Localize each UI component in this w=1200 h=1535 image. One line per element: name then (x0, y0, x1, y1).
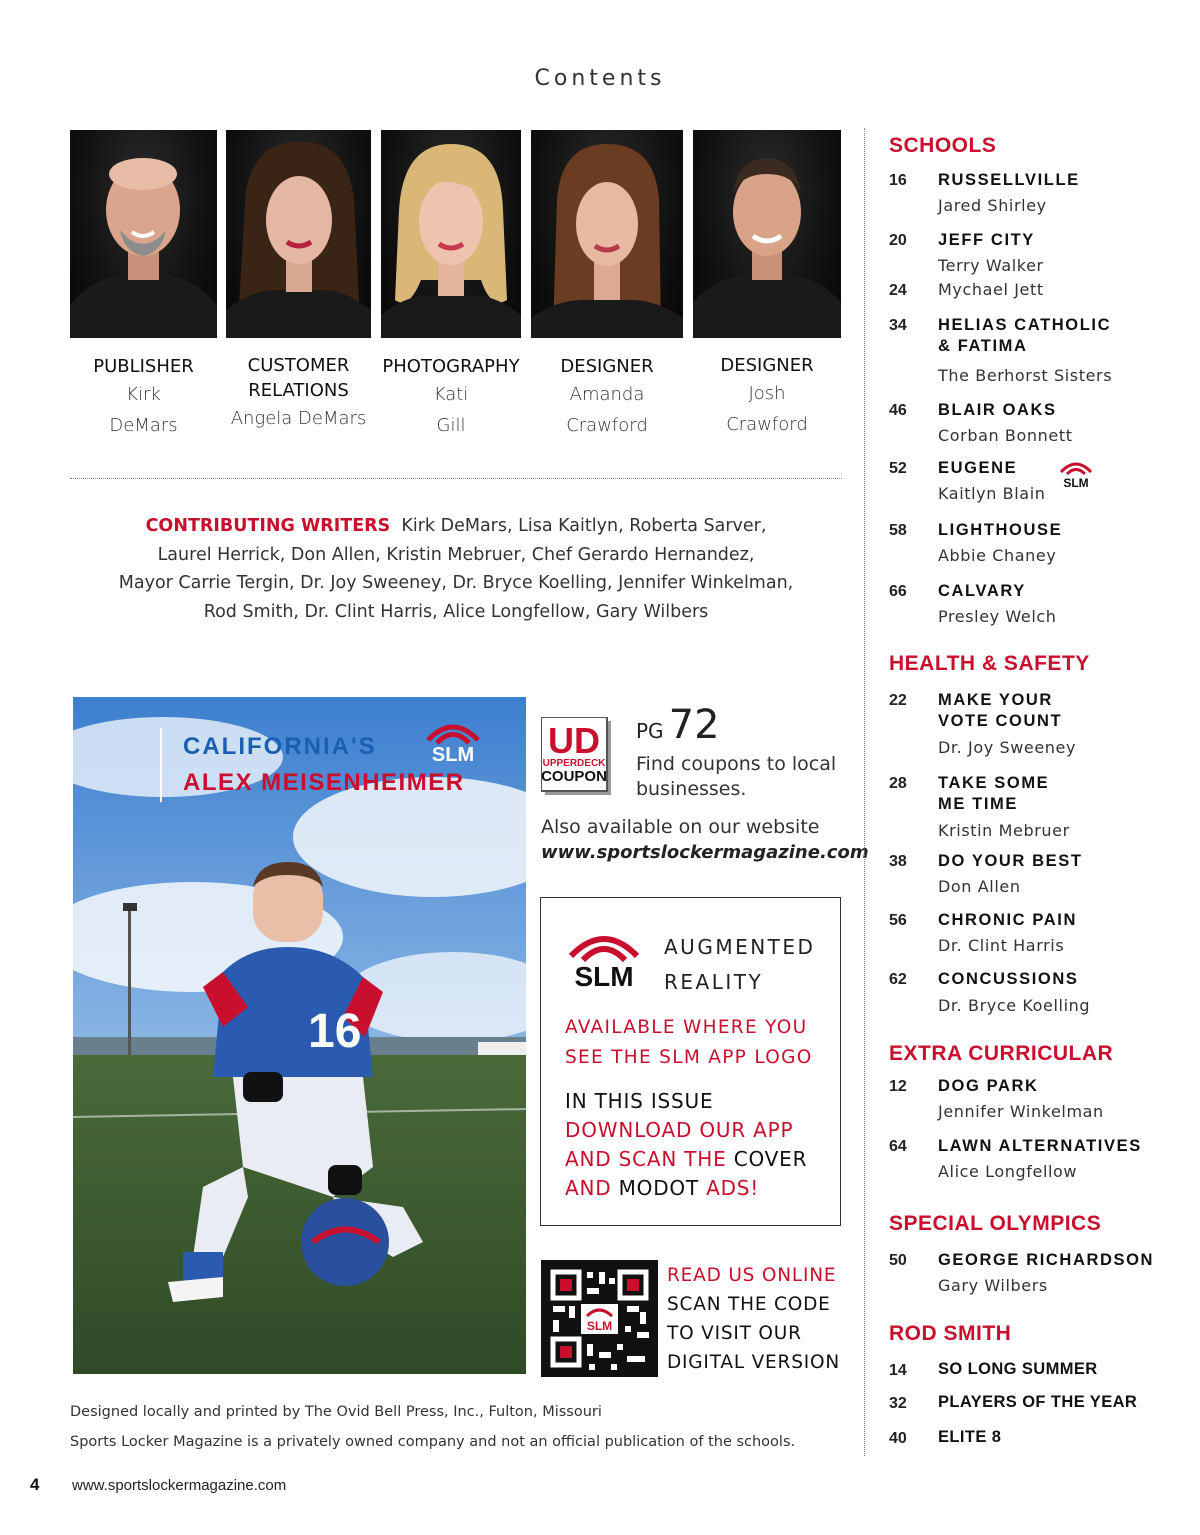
website-note-text: Also available on our website (541, 816, 820, 838)
toc-page-number: 62 (889, 971, 907, 988)
toc-author: Presley Welch (938, 607, 1057, 626)
toc-item-calvary[interactable]: CALVARY (938, 582, 1026, 600)
toc-page-number: 16 (889, 172, 907, 189)
staff-name-last: Crawford (566, 415, 648, 436)
toc-page-number: 22 (889, 692, 907, 709)
ar-title-line1: AUGMENTED (664, 935, 816, 959)
staff-designer-amanda (531, 354, 683, 441)
footer-website-link[interactable]: www.sportslockermagazine.com (72, 1477, 287, 1494)
cover-page-number: 6 (30, 739, 65, 808)
staff-name-first: Josh (748, 383, 786, 404)
toc-item-russellville[interactable]: RUSSELLVILLE (938, 171, 1080, 189)
designer-amanda-photo (531, 130, 683, 338)
disclaimer: Sports Locker Magazine is a privately owned company and not an official publication of the schools. (70, 1434, 796, 1450)
ar-instruction-line3a: AND SCAN THE (565, 1147, 734, 1171)
staff-name-first: Amanda (569, 384, 645, 405)
toc-author: Gary Wilbers (938, 1276, 1048, 1295)
toc-item-lawn-alternatives[interactable]: LAWN ALTERNATIVES (938, 1137, 1142, 1155)
ar-availability-line2: SEE THE SLM APP LOGO (565, 1047, 813, 1068)
toc-author: Jennifer Winkelman (938, 1102, 1104, 1121)
toc-author: The Berhorst Sisters (938, 366, 1113, 385)
toc-author: Alice Longfellow (938, 1162, 1078, 1181)
toc-heading-extra-curricular: EXTRA CURRICULAR (889, 1042, 1114, 1065)
toc-author: Don Allen (938, 877, 1021, 896)
toc-page-number: 24 (889, 282, 907, 299)
page-number: 4 (30, 1475, 40, 1494)
staff-publisher (70, 354, 217, 441)
toc-page-number: 28 (889, 775, 907, 792)
slm-logo-text: SLM (431, 744, 475, 764)
staff-role: PUBLISHER (93, 356, 194, 377)
toc-heading-schools: SCHOOLS (889, 134, 997, 157)
printer-note: Designed locally and printed by The Ovid Bell Press, Inc., Fulton, Missouri (70, 1404, 602, 1420)
staff-name-last: Crawford (726, 414, 808, 435)
photography-photo (381, 130, 521, 338)
ar-availability-line1: AVAILABLE WHERE YOU (565, 1017, 808, 1038)
toc-author: Dr. Clint Harris (938, 936, 1065, 955)
toc-item-dog-park[interactable]: DOG PARK (938, 1077, 1039, 1095)
toc-item-make-your-vote-count[interactable] (938, 690, 1062, 732)
toc-page-number: 20 (889, 232, 907, 249)
upperdeck-coupon-icon (541, 717, 613, 797)
staff-name-first: Kirk (126, 384, 161, 405)
cover-jersey-number: 16 (308, 1005, 362, 1058)
toc-page-number: 12 (889, 1078, 907, 1095)
staff-name-first: Kati (433, 384, 469, 405)
toc-author: Dr. Joy Sweeney (938, 738, 1077, 757)
read-online-line1: READ US ONLINE (667, 1265, 837, 1286)
slm-logo-icon (420, 714, 486, 764)
toc-page-number: 14 (889, 1362, 907, 1379)
publisher-photo (70, 130, 217, 338)
toc-author: Kristin Mebruer (938, 821, 1070, 840)
toc-item-so-long-summer[interactable]: SO LONG SUMMER (938, 1360, 1098, 1378)
read-online-line3: TO VISIT OUR (667, 1323, 802, 1344)
ar-instructions (565, 1087, 807, 1203)
writers-label: CONTRIBUTING WRITERS (145, 516, 391, 536)
read-online-text (667, 1261, 840, 1377)
toc-author: Dr. Bryce Koelling (938, 996, 1091, 1015)
ar-instruction-line2: DOWNLOAD OUR APP (565, 1118, 794, 1142)
staff-name-last: DeMars (109, 415, 178, 436)
ar-instruction-line4b: MODOT (618, 1176, 699, 1200)
read-online-line2: SCAN THE CODE (667, 1294, 831, 1315)
toc-heading-special-olympics: SPECIAL OLYMPICS (889, 1212, 1102, 1235)
toc-page-number: 46 (889, 402, 907, 419)
pg-label: PG (636, 719, 664, 743)
cover-image[interactable] (73, 697, 526, 1374)
toc-author: Jared Shirley (938, 196, 1047, 215)
toc-author: Terry Walker (938, 256, 1044, 275)
toc-item-blair-oaks[interactable]: BLAIR OAKS (938, 401, 1057, 419)
slm-logo-icon (1057, 458, 1095, 488)
toc-item-take-some-me-time[interactable] (938, 773, 1049, 815)
writers-line: Kirk DeMars, Lisa Kaitlyn, Roberta Sarver, (401, 516, 767, 536)
toc-item-helias-catholic[interactable] (938, 315, 1111, 357)
divider (70, 478, 842, 479)
staff-role: CUSTOMER RELATIONS (247, 355, 350, 401)
writers-line: Laurel Herrick, Don Allen, Kristin Mebruer, Chef Gerardo Hernandez, (157, 544, 755, 565)
badge-coupon-text: COUPON (541, 768, 607, 785)
cover-headline-line2: ALEX MEISENHEIMER (183, 769, 465, 796)
toc-page-number: 58 (889, 522, 907, 539)
toc-page-number: 66 (889, 583, 907, 600)
toc-title-line1: MAKE YOUR (938, 691, 1053, 709)
toc-page-number: 38 (889, 853, 907, 870)
toc-title-line1: HELIAS CATHOLIC (938, 316, 1112, 334)
cover-photo (73, 697, 526, 1374)
cover-divider (160, 728, 162, 802)
customer-relations-photo (226, 130, 371, 338)
staff-designer-josh (693, 353, 841, 440)
staff-customer-relations (221, 353, 376, 434)
cover-headline-line1: CALIFORNIA'S (183, 733, 377, 760)
slm-app-logo-icon (563, 926, 645, 988)
coupon-description: Find coupons to local businesses. (636, 753, 837, 800)
ar-instruction-line3b: COVER (733, 1147, 808, 1171)
augmented-reality-box (540, 897, 841, 1226)
toc-page-number: 50 (889, 1252, 907, 1269)
toc-page-number: 40 (889, 1430, 907, 1447)
read-online-line4: DIGITAL VERSION (667, 1352, 840, 1373)
toc-author: Kaitlyn Blain (938, 484, 1046, 503)
badge-ud-text: UD (548, 720, 600, 761)
ar-title-line2: REALITY (664, 970, 764, 994)
toc-title-line2: ME TIME (938, 795, 1018, 813)
badge-upperdeck-text: UPPERDECK (542, 758, 606, 769)
toc-item-jeff-city[interactable]: JEFF CITY (938, 231, 1035, 249)
toc-item-players-of-the-year[interactable]: PLAYERS OF THE YEAR (938, 1393, 1138, 1411)
toc-page-number: 56 (889, 912, 907, 929)
ar-availability (565, 1013, 813, 1073)
writers-line: Rod Smith, Dr. Clint Harris, Alice Longfellow, Gary Wilbers (203, 601, 709, 622)
ar-instruction-line1: IN THIS ISSUE (565, 1089, 714, 1113)
ar-title (664, 930, 815, 1000)
toc-page-number: 32 (889, 1395, 907, 1412)
writers-line: Mayor Carrie Tergin, Dr. Joy Sweeney, Dr. Bryce Koelling, Jennifer Winkelman, (118, 573, 794, 593)
toc-author: Corban Bonnett (938, 426, 1073, 445)
toc-title-line1: TAKE SOME (938, 774, 1050, 792)
staff-role: PHOTOGRAPHY (382, 356, 520, 377)
toc-author: Mychael Jett (938, 280, 1044, 299)
coupon-page (636, 702, 720, 748)
toc-page-number: 64 (889, 1138, 907, 1155)
toc-item-eugene[interactable]: EUGENE (938, 459, 1018, 477)
ar-instruction-line4a: AND (565, 1176, 619, 1200)
column-divider (864, 128, 865, 1456)
eugene-logo-text: SLM (1063, 476, 1089, 488)
ar-logo-text: SLM (574, 961, 634, 988)
toc-item-concussions[interactable]: CONCUSSIONS (938, 970, 1079, 988)
website-link[interactable]: www.sportslockermagazine.com (541, 842, 869, 863)
toc-page-number: 52 (889, 460, 907, 477)
staff-role: DESIGNER (720, 355, 814, 376)
page-title: Contents (534, 66, 666, 91)
toc-author: Abbie Chaney (938, 546, 1057, 565)
staff-name-last: Gill (436, 415, 466, 436)
toc-heading-health-safety: HEALTH & SAFETY (889, 652, 1090, 675)
website-note (541, 814, 869, 866)
toc-page-number: 34 (889, 317, 907, 334)
toc-heading-rod-smith: ROD SMITH (889, 1322, 1012, 1345)
staff-role: DESIGNER (560, 356, 654, 377)
toc-title-line2: & FATIMA (938, 337, 1028, 355)
qr-center-text: SLM (586, 1319, 613, 1333)
toc-item-chronic-pain[interactable]: CHRONIC PAIN (938, 911, 1077, 929)
ar-instruction-line4c: ADS! (698, 1176, 760, 1200)
designer-josh-photo (693, 130, 841, 338)
toc-item-elite-8[interactable]: ELITE 8 (938, 1428, 1002, 1446)
staff-photography (376, 354, 526, 441)
contributing-writers (70, 512, 842, 626)
staff-name: Angela DeMars (230, 408, 367, 429)
toc-item-lighthouse[interactable]: LIGHTHOUSE (938, 521, 1063, 539)
pg-number: 72 (668, 702, 720, 748)
toc-title-line2: VOTE COUNT (938, 712, 1063, 730)
toc-item-george-richardson[interactable]: GEORGE RICHARDSON (938, 1251, 1155, 1269)
qr-code[interactable] (541, 1260, 658, 1377)
qr-code-icon (541, 1260, 658, 1377)
toc-item-do-your-best[interactable]: DO YOUR BEST (938, 852, 1083, 870)
